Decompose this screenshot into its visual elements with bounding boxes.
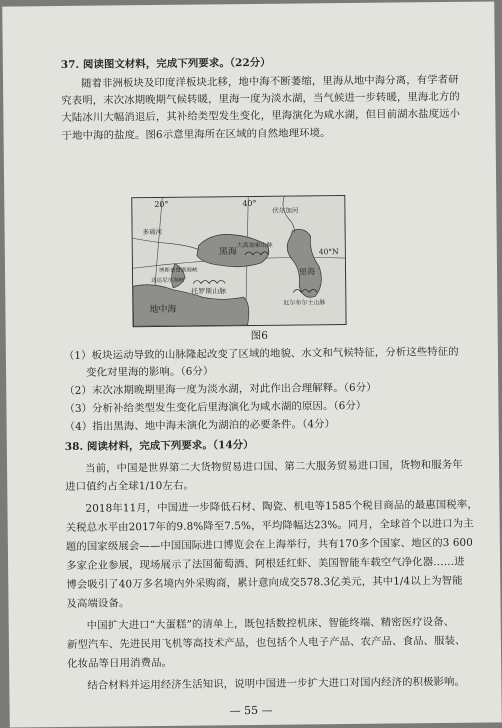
figure-caption: 图6 (250, 329, 268, 343)
q37-paragraph-line: 究表明，末次冰期晚期气候转暖，里海一度为淡水湖，当气候进一步转暖，里海北方的 (61, 90, 460, 107)
label-caspian-sea: 里海 (298, 267, 316, 277)
q37-subquestion: 变化对里海的影响。（6分） (86, 365, 214, 379)
q38-paragraph-line: 博会吸引了40万多名境内外采购商，累计意向成交578.3亿美元，其中1/4以上为智能 (66, 574, 463, 591)
lon-label-40: 40° (242, 198, 257, 209)
q38-paragraph-line: 及高端设备。 (66, 597, 130, 610)
map-svg (132, 196, 345, 326)
label-mediterranean: 地中海 (149, 304, 177, 316)
figure-6-map (131, 195, 346, 327)
lat-label-40n: 40°N (318, 247, 339, 257)
q38-paragraph-line: 结合材料并运用经济生活知识，说明中国进一步扩大进口对国内经济的积极影响。 (87, 675, 466, 692)
question-37 (2, 1, 494, 142)
q38-paragraph-line: 新型汽车、先进民用飞机等高技术产品，也包括个人电子产品、农产品、食品、服装、 (66, 634, 466, 651)
label-bosporus: 博斯普鲁斯海峡 (158, 267, 198, 274)
q38-paragraph-line: 题的国家级展会——中国国际进口博览会在上海举行，共有170多个国家、地区的3 600 (65, 536, 474, 553)
q37-subquestion: （2）末次冰期晚期里海一度为淡水湖，对此作出合理解释。（6分） (64, 381, 377, 397)
q37-paragraph-line: 于地中海的盐度。图6示意里海所在区域的自然地理环境。 (61, 127, 331, 142)
q38-paragraph-line: 中国扩大进口“大蛋糕”的清单上，既包括数控机床、智能终端、精密医疗设备、 (86, 615, 455, 632)
q38-paragraph-line: 多家企业参展，现场展示了法国葡萄酒、阿根廷红虾、美国智能车载空气净化器……进 (66, 555, 465, 572)
q37-paragraph-line: 大陆冰川大幅消退后，其补给类型发生变化，里海演化为咸水湖，但目前湖水盐度远小 (61, 107, 461, 124)
label-taurus: 托罗斯山脉 (191, 287, 227, 296)
q38-heading: 38. 阅读材料，完成下列要求。（14分） (64, 438, 254, 453)
label-caucasus: 大高加索山脉 (236, 241, 273, 250)
q37-subquestion: （3）分析补给类型发生变化后里海演化为咸水湖的原因。（6分） (64, 399, 367, 415)
q37-subquestion: （1）板块运动导致的山脉隆起改变了区域的地貌、水文和气候特征，分析这些特征的 (63, 345, 459, 362)
document-page (2, 1, 502, 727)
page-number: — 55 — (229, 703, 273, 718)
q37-subquestion: （4）指出黑海、地中海未演化为湖泊的必要条件。（4分） (64, 418, 336, 433)
label-black-sea: 黑海 (218, 247, 237, 258)
label-elburz: 厄尔布尔士山脉 (283, 299, 326, 307)
label-dardanelles: 达达尼尔海峡 (151, 277, 185, 285)
q37-heading: 37. 阅读图文材料，完成下列要求。（22分） (60, 56, 271, 71)
q37-paragraph-line: 随着非洲板块及印度洋板块北移，地中海不断萎缩，里海从地中海分离，有学者研 (80, 73, 459, 90)
q38-paragraph-line: 2018年11月，中国进一步降低石材、陶瓷、机电等1585个税目商品的最惠国税率， (85, 498, 478, 515)
lon-label-20: 20° (154, 199, 169, 210)
q38-paragraph-line: 关税总水平由2017年的9.8%降至7.5%，平均降幅达23%。同月，全球首个以进口为主 (65, 517, 474, 534)
q38-paragraph-line: 进口值约占全球1/10左右。 (65, 479, 194, 493)
label-danube: 多瑙河 (142, 227, 163, 237)
label-volga: 伏尔加河 (272, 206, 299, 215)
q38-paragraph-line: 化妆品等日用消费品。 (67, 656, 173, 670)
q38-paragraph-line: 当前，中国是世界第二大货物贸易进口国、第二大服务贸易进口国，货物和服务年 (85, 458, 463, 475)
